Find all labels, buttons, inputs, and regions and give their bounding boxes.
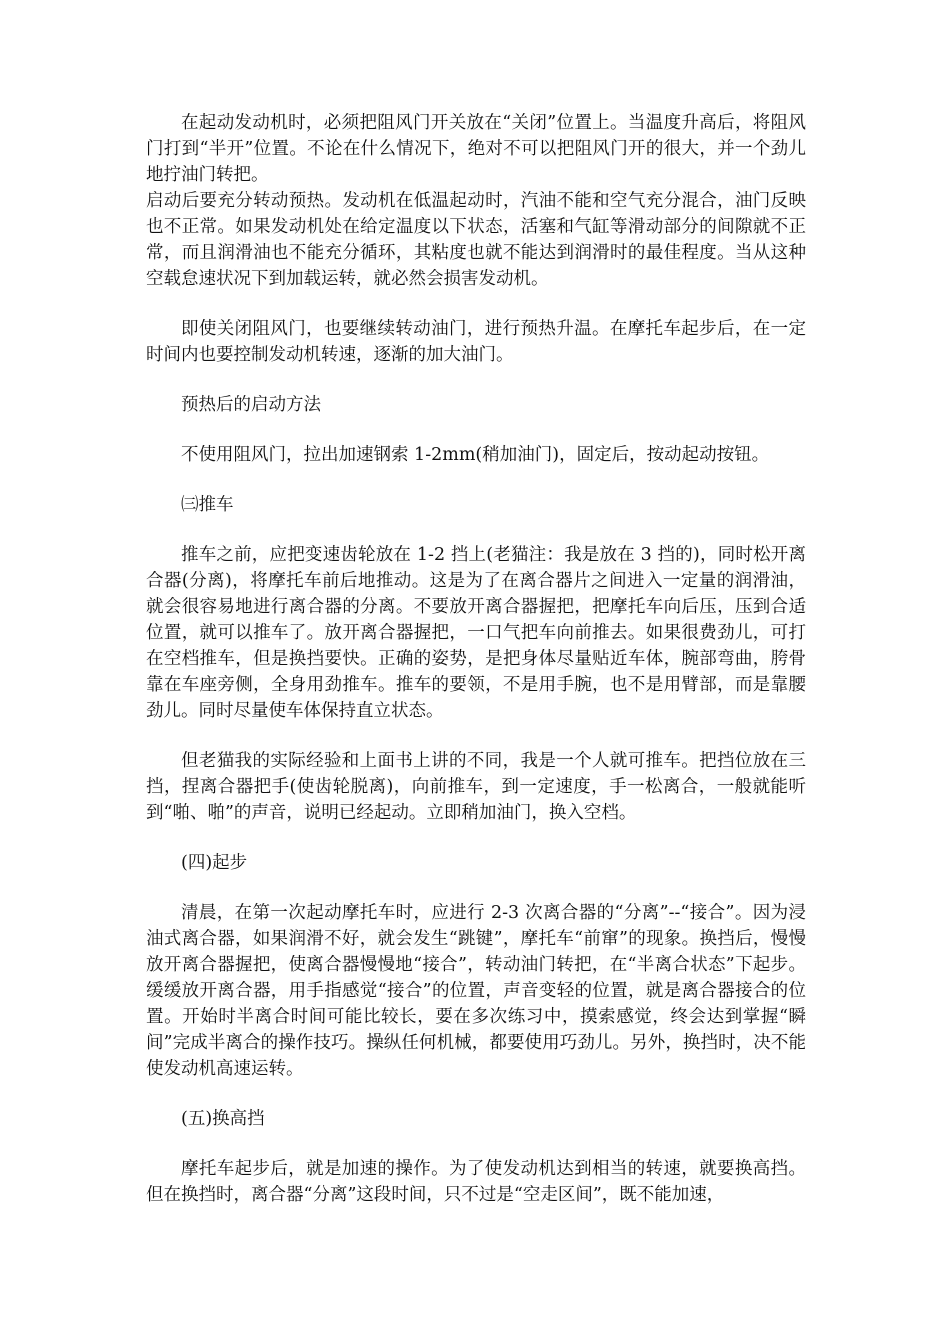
heading-push-start: ㈢推车 <box>181 495 234 515</box>
paragraph-start-off: 清晨，在第一次起动摩托车时，应进行 2-3 次离合器的“分离”--“接合”。因为浸油式离合器，如果润滑不好，就会发生“跳键”，摩托车“前窜”的现象。换挡后，慢慢放开离合器握把，使离合器慢慢地“接合”，转动油门转把，在“半离合状态”下起步。缓缓放开离合器，用手指感觉“接合”的位置，声音变轻的位置，就是离合器接合的位置。开始时半离合时间可能比较长，要在多次练习中，摸索感觉，终会达到掌握“瞬间”完成半离合的操作技巧。操纵任何机械，都要使用巧劲儿。另外，换挡时，决不能使发动机高速运转。 <box>146 903 806 1079</box>
paragraph-upshift: 摩托车起步后，就是加速的操作。为了使发动机达到相当的转速，就要换高挡。但在换挡时，离合器“分离”这段时间，只不过是“空走区间”，既不能加速， <box>146 1159 806 1205</box>
paragraph-warmup: 启动后要充分转动预热。发动机在低温起动时，汽油不能和空气充分混合，油门反映也不正常。如果发动机处在给定温度以下状态，活塞和气缸等滑动部分的间隙就不正常，而且润滑油也不能充分循环，其粘度也就不能达到润滑时的最佳程度。当从这种空载怠速状况下到加载运转，就必然会损害发动机。 <box>146 191 806 289</box>
paragraph-experience: 但老猫我的实际经验和上面书上讲的不同，我是一个人就可推车。把挡位放在三挡，捏离合器把手(使齿轮脱离)，向前推车，到一定速度，手一松离合，一般就能听到“啪、啪”的声音，说明已经起动。立即稍加油门，换入空档。 <box>146 751 806 823</box>
heading-upshift: (五)换高挡 <box>181 1109 265 1129</box>
heading-start-off: (四)起步 <box>181 853 248 873</box>
paragraph-push-start: 推车之前，应把变速齿轮放在 1-2 挡上(老猫注：我是放在 3 挡的)，同时松开离合器(分离)，将摩托车前后地推动。这是为了在离合器片之间进入一定量的润滑油，就会很容易地进行离合器的分离。不要放开离合器握把，把摩托车向后压，压到合适位置，就可以推车了。放开离合器握把，一口气把车向前推去。如果很费劲儿，可打在空档推车，但是换挡要快。正确的姿势，是把身体尽量贴近车体，腕部弯曲，胯骨靠在车座旁侧，全身用劲推车。推车的要领，不是用手腕，也不是用臂部，而是靠腰劲儿。同时尽量使车体保持直立状态。 <box>146 545 806 721</box>
paragraph-warm-start: 不使用阻风门，拉出加速钢索 1-2mm(稍加油门)，固定后，按动起动按钮。 <box>181 445 770 465</box>
heading-warm-start: 预热后的启动方法 <box>181 395 321 415</box>
paragraph-choke-start: 在起动发动机时，必须把阻风门开关放在“关闭”位置上。当温度升高后，将阻风门打到“半开”位置。不论在什么情况下，绝对不可以把阻风门开的很大，并一个劲儿地拧油门转把。 <box>146 113 806 185</box>
paragraph-throttle: 即使关闭阻风门，也要继续转动油门，进行预热升温。在摩托车起步后，在一定时间内也要控制发动机转速，逐渐的加大油门。 <box>146 319 806 365</box>
document-body <box>146 110 806 1208</box>
